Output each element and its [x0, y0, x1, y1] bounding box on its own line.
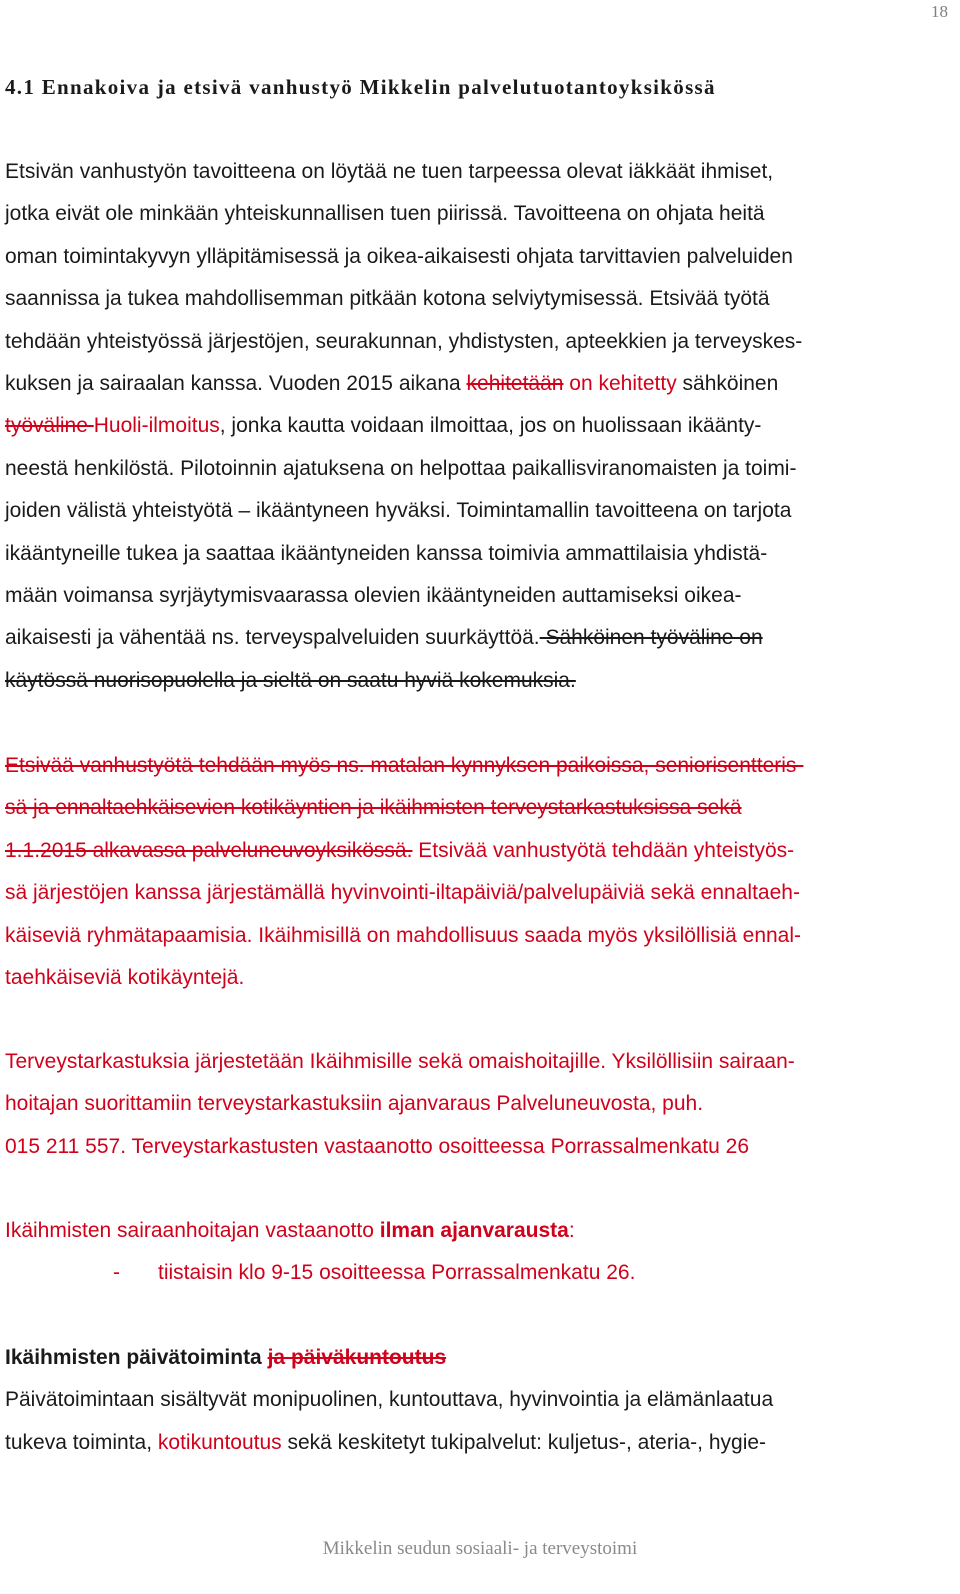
text-segment: kuksen ja sairaalan kanssa. Vuoden 2015 aikana	[5, 372, 467, 396]
list-dash: -	[113, 1261, 120, 1285]
text-line	[5, 405, 935, 447]
paragraph-terveystarkastukset	[5, 1041, 935, 1168]
inserted-text: kotikuntoutus	[157, 1430, 282, 1454]
list-item	[5, 1252, 935, 1294]
paragraph-paivatoiminta	[5, 1337, 935, 1464]
text-line	[5, 1422, 935, 1464]
text-line: taehkäiseviä kotikäyntejä.	[5, 966, 245, 990]
emphasis-text: ilman ajanvarausta	[379, 1219, 569, 1242]
text-line: sä järjestöjen kanssa järjestämällä hyvinvointi-iltapäiviä/palvelupäiviä sekä ennaltaeh-	[5, 881, 800, 905]
text-line	[5, 363, 935, 405]
text-line: saannissa ja tukea mahdollisemman pitkään kotona selviytymisessä. Etsivää työtä	[5, 287, 770, 311]
subheading: Ikäihmisten päivätoiminta	[5, 1346, 262, 1369]
text-line: tehdään yhteistyössä järjestöjen, seurakunnan, yhdistysten, apteekkien ja terveyskes-	[5, 329, 803, 353]
subheading-line	[5, 1337, 935, 1379]
text-segment: :	[568, 1219, 575, 1242]
deleted-text: ja päiväkuntoutus	[267, 1346, 447, 1369]
deleted-text-line: sä ja ennaltaehkäisevien kotikäyntien ja ikäihmisten terveystarkastuksissa sekä	[5, 796, 742, 820]
text-line: Etsivän vanhustyön tavoitteena on löytää ne tuen tarpeessa olevat iäkkäät ihmiset,	[5, 160, 774, 183]
text-line: joiden välistä yhteistyötä – ikääntyneen hyväksi. Toimintamallin tavoitteena on tarjota	[5, 499, 792, 523]
inserted-text: on kehitetty	[563, 372, 677, 396]
text-line: Päivätoimintaan sisältyvät monipuolinen, kuntouttava, hyvinvointia ja elämänlaatua	[5, 1388, 774, 1412]
page-number: 18	[931, 2, 948, 21]
deleted-text: Sähköinen työväline on	[539, 626, 763, 650]
paragraph-etsiva-vanhustyo	[5, 151, 935, 702]
text-line: hoitajan suorittamiin terveystarkastuksiin ajanvaraus Palveluneuvosta, puh.	[5, 1092, 704, 1116]
text-line: käiseviä ryhmätapaamisia. Ikäihmisillä on mahdollisuus saada myös yksilöllisiä ennal-	[5, 923, 802, 947]
text-line	[5, 830, 935, 872]
text-segment: sähköinen	[676, 372, 779, 396]
text-segment: Ikäihmisten sairaanhoitajan vastaanotto	[5, 1219, 380, 1242]
page-footer: Mikkelin seudun sosiaali- ja terveystoimi	[322, 1538, 638, 1559]
text-line: neestä henkilöstä. Pilotoinnin ajatuksena on helpottaa paikallisviranomaisten ja toimi-	[5, 456, 797, 480]
inserted-text: Huoli-ilmoitus	[93, 414, 220, 438]
text-line: jotka eivät ole minkään yhteiskunnallisen tuen piirissä. Tavoitteena on ohjata heitä	[5, 202, 765, 226]
deleted-text: 1.1.2015 alkavassa palveluneuvoyksikössä.	[5, 838, 413, 862]
text-line: Terveystarkastuksia järjestetään Ikäihmisille sekä omaishoitajille. Yksilöllisiin sairaan-	[5, 1050, 795, 1073]
list-item-text: tiistaisin klo 9-15 osoitteessa Porrassalmenkatu 26.	[158, 1261, 636, 1285]
text-segment: aikaisesti ja vähentää ns. terveyspalveluiden suurkäyttöä.	[5, 626, 540, 650]
text-line: ikääntyneille tukea ja saattaa ikääntyneiden kanssa toimivia ammattilaisia yhdistä-	[5, 541, 768, 565]
text-segment: tukeva toiminta,	[5, 1430, 158, 1454]
deleted-text-line: Etsivää vanhustyötä tehdään myös ns. matalan kynnyksen paikoissa, seniorisentteris-	[5, 754, 804, 777]
deleted-text: kehitetään	[466, 372, 564, 396]
deleted-text: työväline	[5, 414, 94, 438]
text-line	[5, 660, 935, 702]
text-segment: sekä keskitetyt tukipalvelut: kuljetus-, ateria-, hygie-	[281, 1430, 767, 1454]
text-segment: , jonka kautta voidaan ilmoittaa, jos on huolissaan ikäänty-	[219, 414, 762, 438]
text-line: oman toimintakyvyn ylläpitämisessä ja oikea-aikaisesti ohjata tarvittavien palveluiden	[5, 244, 793, 268]
text-line	[5, 1210, 935, 1252]
section-heading: 4.1 Ennakoiva ja etsivä vanhustyö Mikkelin palvelutuotantoyksikössä	[5, 75, 716, 99]
paragraph-yhteistyo	[5, 745, 935, 999]
inserted-text: Etsivää vanhustyötä tehdään yhteistyös-	[412, 838, 795, 862]
text-line	[5, 617, 935, 659]
deleted-text: käytössä nuorisopuolella ja sieltä on saatu hyviä kokemuksia.	[5, 668, 576, 692]
paragraph-vastaanotto	[5, 1210, 935, 1295]
text-line: 015 211 557. Terveystarkastusten vastaanotto osoitteessa Porrassalmenkatu 26	[5, 1134, 750, 1158]
text-line: mään voimansa syrjäytymisvaarassa olevien ikääntyneiden auttamiseksi oikea-	[5, 584, 742, 608]
